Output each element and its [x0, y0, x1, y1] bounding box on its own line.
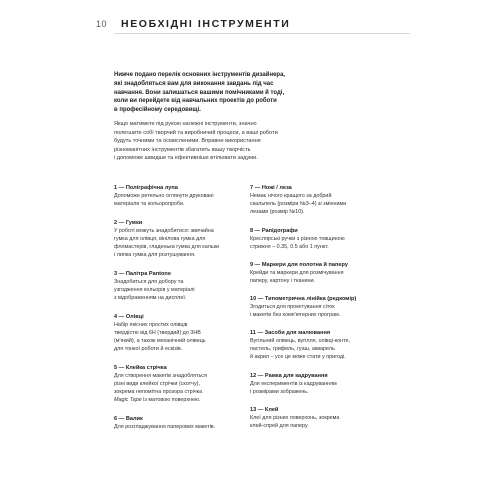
tool-item-description-line: Для розгладжування паперових макетів.: [114, 424, 216, 430]
body-line: полегшите собі творчий та виробничий процеси, а ваші роботи: [114, 129, 278, 136]
tool-item-title: 7 — Ножі / леза: [250, 185, 292, 191]
tool-item-description-line: Для створення макетів знадобляться: [114, 373, 207, 379]
tool-item-description: [250, 269, 370, 285]
tool-item-title: 3 — Палітра Pantone: [114, 271, 171, 277]
tool-item-description-line: Допоможе ретельно оглянути друковані: [114, 193, 214, 199]
tool-item: [114, 219, 239, 259]
tool-item-description-line: Знадобиться для добору та: [114, 279, 184, 285]
tool-item: [114, 415, 239, 431]
tool-item-title: 4 — Олівці: [114, 314, 144, 320]
tool-item-description-line: твердістю від 6Н (твердий) до 3НВ: [114, 330, 201, 336]
tool-item-description: [114, 321, 239, 353]
tool-item-description-line: лезами (розмір №10).: [250, 209, 305, 215]
tool-item-description-line: з відображенням на дисплеї.: [114, 295, 187, 301]
tool-item-description-line: Для експериментів із кадруванням: [250, 381, 337, 387]
tool-item-description-line: і липка гумка для розтушування.: [114, 252, 196, 258]
tool-item-description-line: скальпель (розміри №3–4) зі змінними: [250, 201, 347, 207]
tool-item-description: [250, 414, 370, 430]
tool-item-description: [250, 380, 370, 396]
tools-list-left: [114, 184, 239, 431]
tool-item-description: [114, 227, 239, 259]
tool-item: [114, 364, 239, 404]
tool-item-description-line: фломастерів, гладенька гумка для кальки: [114, 244, 220, 250]
page-number: 10: [96, 19, 108, 29]
tool-item-description-line: гумка для олівця, вінілова гумка для: [114, 236, 206, 242]
tool-item-description-line: (м'який), а також механічний олівець: [114, 338, 206, 344]
tool-item-title: 9 — Маркери для полотна й паперу: [250, 262, 348, 268]
body-line: будуть точними та осмисленими. Вправне використання: [114, 138, 261, 144]
tool-item-description-line: У роботі можуть знадобитися: звичайна: [114, 228, 214, 234]
tool-item-description-line: матеріали та кольоропроби.: [114, 201, 185, 207]
tool-item-description-line: і макетів без комп'ютерних програм.: [250, 312, 341, 318]
tool-item-description-line: й акрил – усе це може стати у пригоді.: [250, 354, 346, 360]
tool-item-description: [114, 192, 239, 208]
intro-paragraph: [114, 71, 314, 115]
tool-item: [250, 227, 370, 251]
tool-item-description-line: Крейди та маркери для розмічування: [250, 270, 344, 276]
tool-item: [114, 313, 239, 353]
tool-item: [250, 184, 370, 216]
tool-item-description-line: і розмірами зображень.: [250, 389, 309, 395]
tool-item: [250, 261, 370, 285]
tool-item-description-line: пастель, грифель, гуаш, акварель: [250, 346, 335, 352]
page-header: [96, 18, 290, 30]
tool-item-description-line: клей-спрей для паперу.: [250, 423, 309, 429]
tool-item-title: 1 — Поліграфічна лупа: [114, 185, 178, 191]
header-divider: [114, 33, 410, 34]
tool-item-title: 6 — Валик: [114, 416, 143, 422]
tool-item: [250, 372, 370, 396]
intro-line: які знадобляться вам для виконання завдань під час: [114, 80, 274, 87]
tool-item-description: [114, 278, 239, 302]
intro-line: Нижче подано перелік основних інструментів дизайнера,: [114, 72, 286, 78]
tool-item-description-line: Згодиться для проектування сіток: [250, 304, 335, 310]
tool-item-description: [114, 372, 239, 404]
tool-item-title: 12 — Рамка для кадрування: [250, 373, 328, 379]
tool-item-title: 8 — Рапідографи: [250, 228, 298, 234]
tool-item: [250, 329, 370, 361]
tool-item: [114, 184, 239, 208]
tool-item-description: [250, 192, 370, 216]
tool-item-description-line: Креслярські ручки з різною товщиною: [250, 236, 345, 242]
tool-item-description-line: зокрема непомітна прозора стрічка: [114, 389, 203, 395]
tool-item-description-line: із матовою поверхнею.: [141, 397, 201, 403]
tool-item-description-line: Немає нічого кращого за добрий: [250, 193, 332, 199]
body-line: різноманітних інструментів збагатить вашу творчість: [114, 146, 251, 153]
tool-item: [250, 295, 370, 319]
tool-item-title: 10 — Типометрична лінійка (редкомір): [250, 296, 357, 302]
tools-list-right: [250, 184, 370, 430]
tool-item-description-line: паперу, картону і тканини.: [250, 278, 315, 284]
tool-item: [250, 406, 370, 430]
body-line: і допоможе швидше та ефективніше втілювати задуми.: [114, 155, 258, 161]
tool-item-title: 2 — Гумки: [114, 220, 143, 226]
body-paragraph: [114, 120, 309, 163]
tool-item-description: [250, 337, 370, 361]
body-line: Якщо матимете під рукою належні інструменти, значно: [114, 121, 257, 127]
tool-item-description-italic: Magic Tape: [114, 397, 142, 403]
tool-item-description-line: Набір якісних простих олівців: [114, 322, 188, 328]
tool-item: [114, 270, 239, 302]
tool-item-description-line: Клеї для різних поверхонь, зокрема: [250, 415, 340, 421]
tool-item-title: 13 — Клей: [250, 407, 279, 413]
chapter-title: НЕОБХІДНІ ІНСТРУМЕНТИ: [121, 18, 291, 30]
tool-item-title: 11 — Засоби для малювання: [250, 330, 331, 336]
intro-line: навчання. Вони залишаться вашими помічниками й тоді,: [114, 89, 285, 96]
tool-item-description-line: Вугільний олівець, вугілля, олівці-конте,: [250, 338, 351, 344]
tool-item-description-line: стрижня – 0.35, 0.5 або 1 пункт.: [250, 244, 329, 250]
tool-item-description-line: різні види клейкої стрічки (скотчу),: [114, 381, 200, 387]
tool-item-description: [114, 423, 239, 431]
intro-line: в професійному середовищі.: [114, 107, 201, 114]
tool-item-description-line: для тонкої роботи й ескізів.: [114, 346, 183, 352]
tool-item-title: 5 — Клейка стрічка: [114, 365, 167, 371]
tool-item-description: [250, 235, 370, 251]
tool-item-description-line: узгодження кольорів у матеріалі: [114, 287, 195, 293]
intro-line: коли ви перейдете від навчальних проектів до роботи: [114, 98, 277, 105]
tool-item-description: [250, 303, 370, 319]
